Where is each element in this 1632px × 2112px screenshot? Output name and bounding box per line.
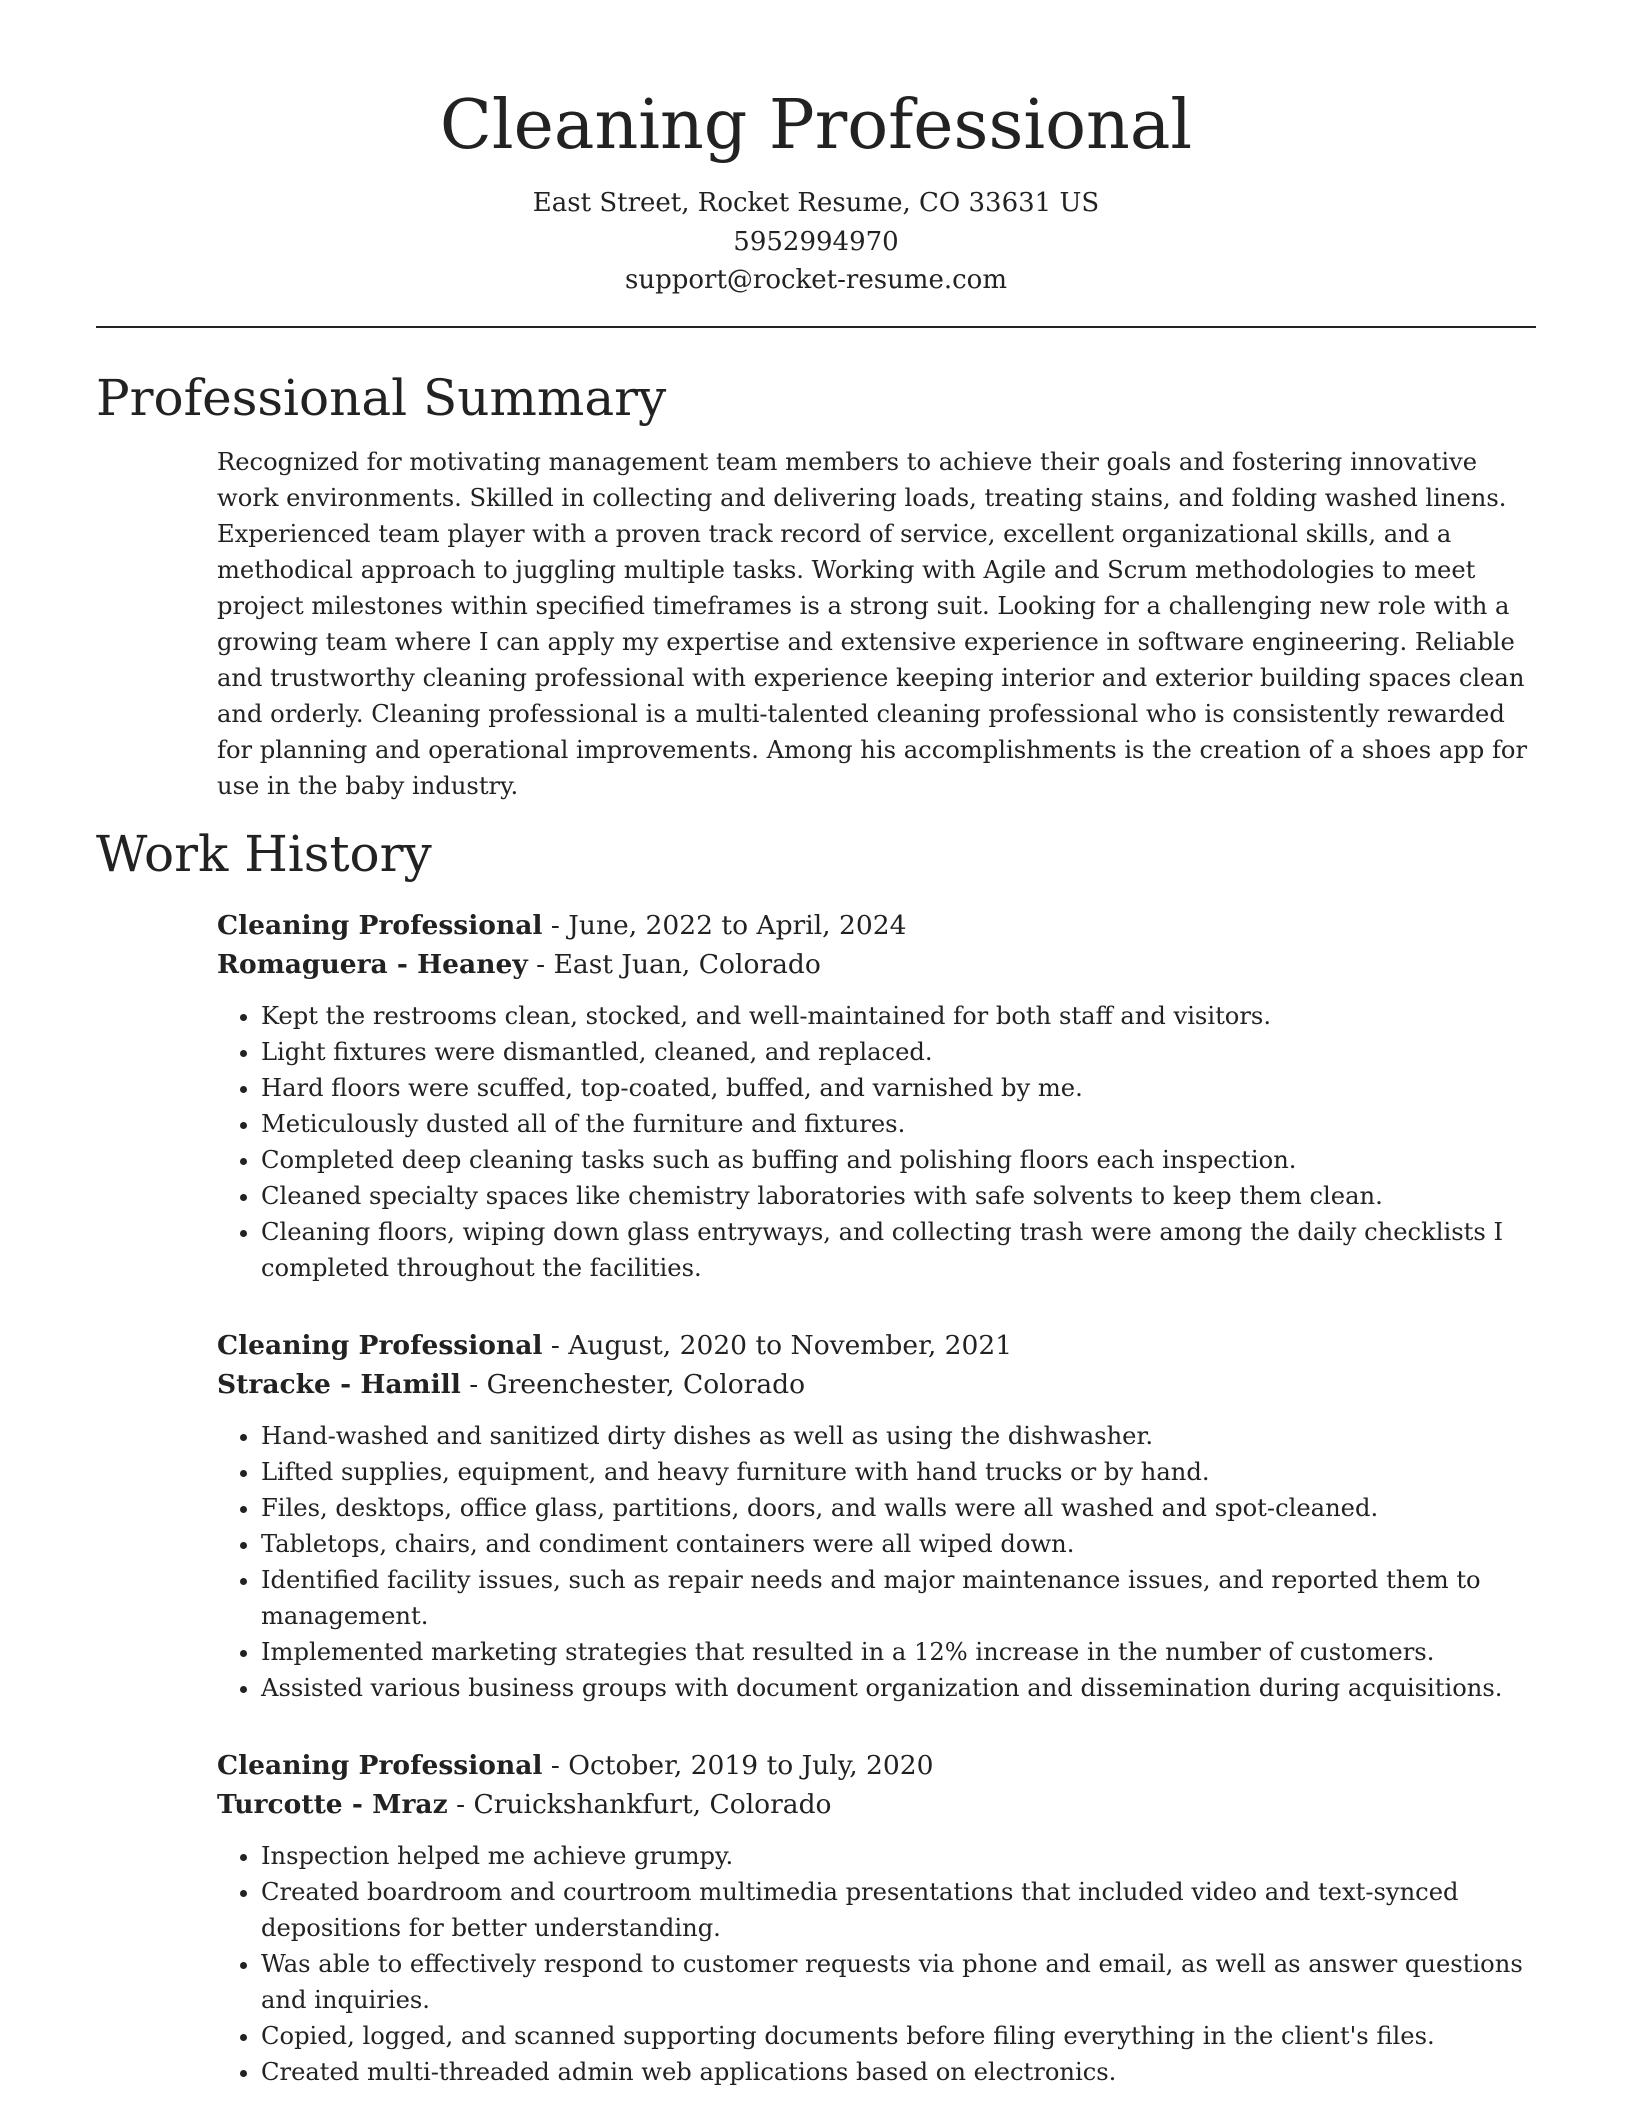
job-location: Greenchester, Colorado [486, 1368, 806, 1400]
job-start-date: August, 2020 [568, 1329, 748, 1361]
job-end-date: November, 2021 [790, 1329, 1013, 1361]
job-bullet: • Meticulously dusted all of the furniture and fixtures. [261, 1106, 1536, 1142]
separator: - [542, 1329, 569, 1361]
job-bullet: • Copied, logged, and scanned supporting documents before filing everything in the client's files. [261, 2018, 1536, 2054]
contact-phone: 5952994970 [733, 226, 899, 257]
job-company: Romaguera - Heaney [217, 948, 528, 980]
job-title-line [217, 906, 1536, 945]
job-bullets [217, 1838, 1536, 2090]
job-position: Cleaning Professional [217, 1329, 543, 1361]
job-bullet: • Identified facility issues, such as repair needs and major maintenance issues, and reported them to management. [261, 1562, 1536, 1634]
work-history-list [217, 906, 1536, 2090]
job-bullet: • Created multi-threaded admin web applications based on electronics. [261, 2054, 1536, 2090]
work-history-heading: Work History [96, 824, 432, 883]
to-word: to [747, 1329, 791, 1361]
to-word: to [758, 1749, 802, 1781]
job-bullet: • Lifted supplies, equipment, and heavy furniture with hand trucks or by hand. [261, 1454, 1536, 1490]
job-bullet: • Inspection helped me achieve grumpy. [261, 1838, 1536, 1874]
contact-address: East Street, Rocket Resume, CO 33631 US [532, 188, 1100, 218]
job-bullet: • Tabletops, chairs, and condiment containers were all wiped down. [261, 1526, 1536, 1562]
job-position: Cleaning Professional [217, 1749, 543, 1781]
job-company-line [217, 1365, 1536, 1404]
job-bullets [217, 998, 1536, 1286]
job-end-date: July, 2020 [801, 1749, 934, 1781]
job-start-date: October, 2019 [568, 1749, 759, 1781]
job-bullets [217, 1418, 1536, 1706]
job-entry [217, 1326, 1536, 1706]
job-bullet: • Hard floors were scuffed, top-coated, buffed, and varnished by me. [261, 1070, 1536, 1106]
job-title-line [217, 1746, 1536, 1785]
to-word: to [713, 909, 757, 941]
job-bullet: • Implemented marketing strategies that resulted in a 12% increase in the number of customers. [261, 1634, 1536, 1670]
professional-summary-text: Recognized for motivating management team members to achieve their goals and fostering innovative work environments. Skilled in collecting and delivering loads, treating stains, and folding washed linens. Experienced team player with a proven track record of service, excellent organizational skills, and a methodical approach to juggling multiple tasks. Working with Agile and Scrum methodologies to meet project milestones within specified timeframes is a strong suit. Looking for a challenging new role with a growing team where I can apply my expertise and extensive experience in software engineering. Reliable and trustworthy cleaning professional with experience keeping interior and exterior building spaces clean and orderly. Cleaning professional is a multi-talented cleaning professional who is consistently rewarded for planning and operational improvements. Among his accomplishments is the creation of a shoes app for use in the baby industry. [217, 447, 1528, 800]
job-bullet: • Files, desktops, office glass, partitions, doors, and walls were all washed and spot-cleaned. [261, 1490, 1536, 1526]
job-entry [217, 906, 1536, 1286]
job-bullet: • Cleaned specialty spaces like chemistry laboratories with safe solvents to keep them clean. [261, 1178, 1536, 1214]
separator: - [542, 1749, 569, 1781]
candidate-name: Cleaning Professional [439, 86, 1193, 165]
job-company-line [217, 945, 1536, 984]
job-bullet: • Assisted various business groups with document organization and dissemination during acquisitions. [261, 1670, 1536, 1706]
job-start-date: June, 2022 [568, 909, 713, 941]
job-end-date: April, 2024 [756, 909, 907, 941]
job-location: Cruickshankfurt, Colorado [473, 1788, 832, 1820]
job-company: Stracke - Hamill [217, 1368, 461, 1400]
job-position: Cleaning Professional [217, 909, 543, 941]
job-bullet: • Light fixtures were dismantled, cleaned, and replaced. [261, 1034, 1536, 1070]
job-company-line [217, 1785, 1536, 1824]
contact-info [96, 184, 1536, 300]
job-bullet: • Completed deep cleaning tasks such as buffing and polishing floors each inspection. [261, 1142, 1536, 1178]
job-entry [217, 1746, 1536, 2090]
separator: - [527, 948, 554, 980]
job-bullet: • Kept the restrooms clean, stocked, and well-maintained for both staff and visitors. [261, 998, 1536, 1034]
work-history-section [96, 824, 1536, 2090]
job-bullet: • Was able to effectively respond to customer requests via phone and email, as well as answer questions and inquiries. [261, 1946, 1536, 2018]
separator: - [542, 909, 569, 941]
job-bullet: • Created boardroom and courtroom multimedia presentations that included video and text-synced depositions for better understanding. [261, 1874, 1536, 1946]
header-divider [96, 326, 1536, 328]
job-bullet: • Hand-washed and sanitized dirty dishes as well as using the dishwasher. [261, 1418, 1536, 1454]
job-company: Turcotte - Mraz [217, 1788, 448, 1820]
professional-summary-section [96, 368, 1536, 804]
job-title-line [217, 1326, 1536, 1365]
professional-summary-heading: Professional Summary [96, 368, 667, 427]
separator: - [447, 1788, 474, 1820]
job-location: East Juan, Colorado [553, 948, 821, 980]
contact-email: support@rocket-resume.com [624, 265, 1007, 295]
separator: - [460, 1368, 487, 1400]
job-bullet: • Cleaning floors, wiping down glass entryways, and collecting trash were among the daily checklists I completed throughout the facilities. [261, 1214, 1536, 1286]
resume-header [96, 0, 1536, 300]
